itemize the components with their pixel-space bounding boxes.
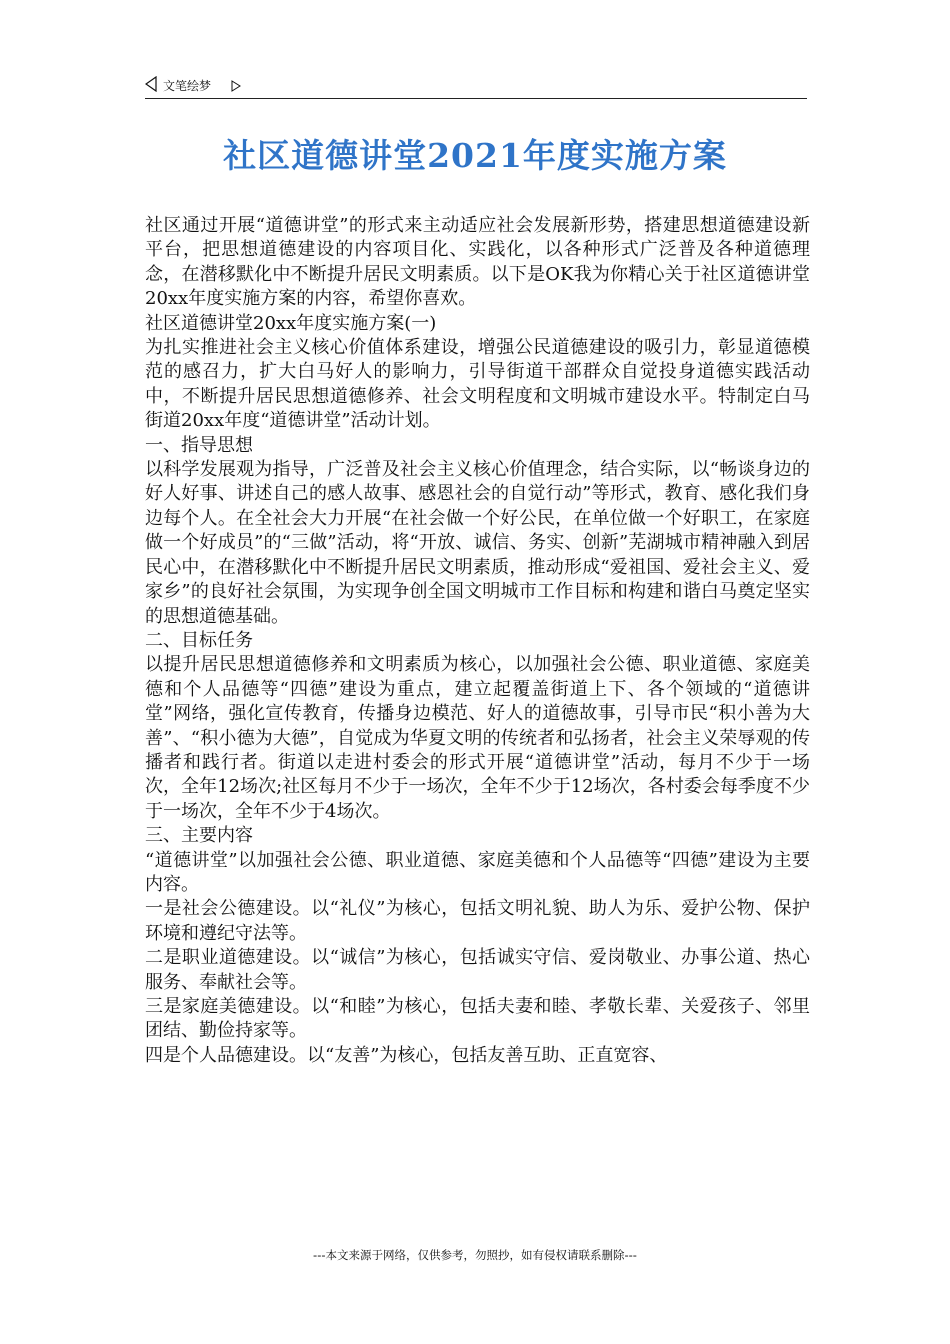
paragraph: 以科学发展观为指导，广泛普及社会主义核心价值理念，结合实际，以“畅谈身边的好人好事、讲述自己的感人故事、感恩社会的自觉行动”等形式，教育、感化我们身边每个人。在全社会大力开展“在社会做一个好公民，在单位做一个好职工，在家庭做一个好成员”的“三做”活动，将“开放、诚信、务实、创新”芜湖城市精神融入到居民心中，在潜移默化中不断提升居民文明素质，推动形成“爱祖国、爱社会主义、爱家乡”的良好社会氛围，为实现争创全国文明城市工作目标和构建和谐白马奠定坚实的思想道德基础。	[145, 459, 810, 627]
paragraph: “道德讲堂”以加强社会公德、职业道德、家庭美德和个人品德等“四德”建设为主要内容。	[145, 849, 810, 895]
paragraph: 四是个人品德建设。以“友善”为核心，包括友善互助、正直宽容、	[145, 1044, 668, 1066]
header-brand: 文笔绘梦	[163, 79, 212, 93]
paragraph: 以提升居民思想道德修养和文明素质为核心，以加强社会公德、职业道德、家庭美德和个人品德等“四德”建设为重点，建立起覆盖街道上下、各个领域的“道德讲堂”网络，强化宣传教育，传播身边模范、好人的道德故事，引导市民“积小善为大善”、“积小德为大德”，自觉成为华夏文明的传统者和弘扬者，社会主义荣辱观的传播者和践行者。街道以走进村委会的形式开展“道德讲堂”活动，每月不少于一场次，全年12场次;社区每月不少于一场次，全年不少于12场次，各村委会每季度不少于一场次，全年不少于4场次。	[145, 654, 810, 822]
paragraph: 二是职业道德建设。以“诚信”为核心，包括诚实守信、爱岗敬业、办事公道、热心服务、奉献社会等。	[145, 947, 810, 993]
paragraph: 为扎实推进社会主义核心价值体系建设，增强公民道德建设的吸引力，彰显道德模范的感召力，扩大白马好人的影响力，引导街道干部群众自觉投身道德实践活动中，不断提升居民思想道德修养、社会文明程度和文明城市建设水平。特制定白马街道20xx年度“道德讲堂”活动计划。	[145, 337, 810, 432]
paragraph: 三是家庭美德建设。以“和睦”为核心，包括夫妻和睦、孝敬长辈、关爱孩子、邻里团结、勤俭持家等。	[145, 996, 810, 1042]
triangle-left-outline-icon	[145, 76, 157, 92]
document-title: 社区道德讲堂2021年度实施方案	[223, 136, 727, 175]
section-heading: 二、目标任务	[145, 629, 253, 651]
section-heading: 社区道德讲堂20xx年度实施方案(一)	[145, 312, 437, 334]
document-body	[145, 214, 810, 1068]
section-heading: 三、主要内容	[145, 825, 253, 847]
triangle-right-outline-icon	[231, 77, 241, 89]
section-heading: 一、指导思想	[145, 434, 253, 456]
page-header	[145, 74, 807, 99]
paragraph: 一是社会公德建设。以“礼仪”为核心，包括文明礼貌、助人为乐、爱护公物、保护环境和遵纪守法等。	[145, 898, 810, 944]
paragraph-intro: 社区通过开展“道德讲堂”的形式来主动适应社会发展新形势，搭建思想道德建设新平台，把思想道德建设的内容项目化、实践化，以各种形式广泛普及各种道德理念，在潜移默化中不断提升居民文明素质。以下是OK我为你精心关于社区道德讲堂20xx年度实施方案的内容，希望你喜欢。	[145, 215, 810, 310]
page-footer: ---本文来源于网络，仅供参考，勿照抄，如有侵权请联系删除---	[313, 1248, 637, 1262]
